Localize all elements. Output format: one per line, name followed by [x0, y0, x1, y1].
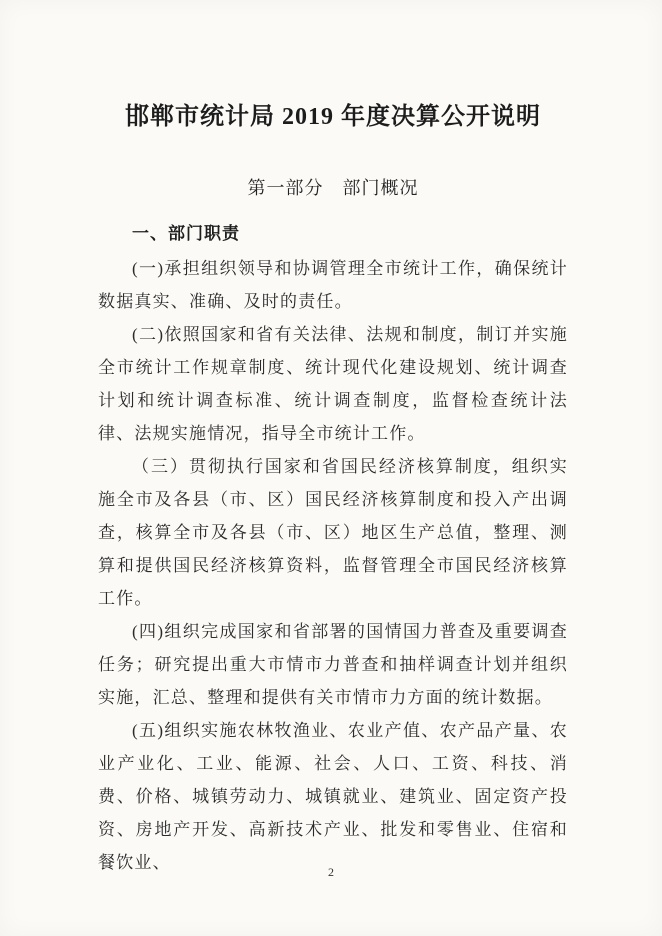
page-number: 2	[328, 865, 334, 879]
paragraph-4: (四)组织完成国家和省部署的国情国力普查及重要调查任务；研究提出重大市情市力普查和抽样调查计划并组织实施，汇总、整理和提供有关市情市力方面的统计数据。	[98, 622, 568, 707]
part-one-heading: 第一部分 部门概况	[247, 178, 419, 198]
paragraph-2: (二)依照国家和省有关法律、法规和制度，制订并实施全市统计工作规章制度、统计现代化建设规划、统计调查计划和统计调查标准、统计调查制度，监督检查统计法律、法规实施情况，指导全市统计工作。	[98, 325, 568, 443]
section-heading-duties: 一、部门职责	[132, 224, 240, 243]
paragraph-5: (五)组织实施农林牧渔业、农业产值、农产品产量、农业产业化、工业、能源、社会、人口、工资、科技、消费、价格、城镇劳动力、城镇就业、建筑业、固定资产投资、房地产开发、高新技术产业、批发和零售业、住宿和餐饮业、	[98, 721, 568, 872]
paragraph-3: （三）贯彻执行国家和省国民经济核算制度，组织实施全市及各县（市、区）国民经济核算制度和投入产出调查，核算全市及各县（市、区）地区生产总值，整理、测算和提供国民经济核算资料，监督管理全市国民经济核算工作。	[98, 457, 568, 608]
paragraph-1: (一)承担组织领导和协调管理全市统计工作，确保统计数据真实、准确、及时的责任。	[98, 259, 568, 311]
body-text	[98, 252, 568, 879]
document-title: 邯郸市统计局 2019 年度决算公开说明	[125, 104, 541, 130]
